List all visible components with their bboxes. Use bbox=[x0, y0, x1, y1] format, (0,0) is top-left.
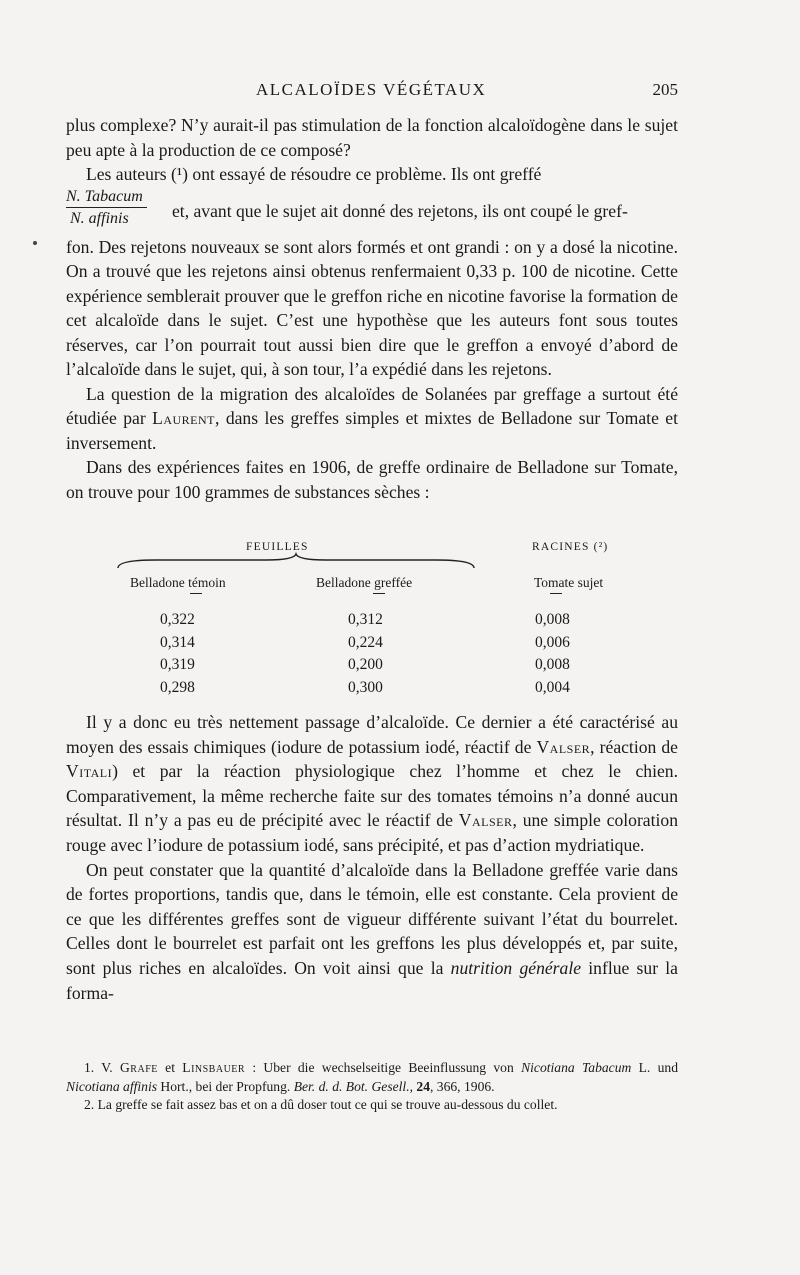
fraction-numerator: N. Tabacum bbox=[66, 187, 143, 205]
author-name: Laurent bbox=[152, 408, 216, 428]
text-span: La question de la migration des alcaloïdes de Solanées par greffage a surtout été étudiée par bbox=[66, 383, 678, 428]
text-span: , une simple coloration rouge avec l’iodure de potassium iodé, sans précipité, et pas d’action mydriatique. bbox=[66, 810, 678, 855]
table-cell: 0,008 bbox=[535, 611, 570, 628]
text-span: : Uber die wechselseitige Beeinflussung von bbox=[245, 1060, 522, 1075]
column-header-belladone-temoin: Belladone témoin bbox=[130, 575, 226, 590]
group-header-feuilles: FEUILLES bbox=[246, 541, 309, 553]
running-head bbox=[66, 80, 678, 104]
text-span: ) et par la réaction physiologique chez l’homme et chez le chien. Comparativement, la même recherche faite sur des tomates témoins n’a donné aucun résultat. Il n’y a pas eu de précipité avec le réactif de bbox=[66, 761, 678, 831]
author-name: Valser bbox=[536, 736, 591, 757]
paragraph-2-start: Les auteurs (¹) ont essayé de résoudre ce problème. Ils ont greffé bbox=[86, 164, 542, 184]
text-span: , bbox=[409, 1078, 417, 1094]
table-cell: 0,300 bbox=[348, 678, 383, 696]
page-number: 205 bbox=[652, 80, 678, 99]
column-values-belladone-greffee bbox=[348, 609, 383, 699]
footnotes bbox=[66, 1059, 678, 1115]
paragraph-4: Dans des expériences faites en 1906, de greffe ordinaire de Belladone sur Tomate, on trouve pour 100 grammes de substances sèches : bbox=[66, 457, 678, 502]
table-cell: 0,322 bbox=[160, 611, 195, 628]
column-dash bbox=[190, 593, 202, 594]
volume-number: 24 bbox=[416, 1078, 430, 1094]
text-span: influe sur la forma- bbox=[66, 957, 678, 1003]
body-text-bottom bbox=[66, 710, 678, 1005]
paragraph-2-rest: fon. Des rejetons nouveaux se sont alors formés et ont grandi : on y a dosé la nicotine. On a trouvé que les rejetons ainsi obtenus renfermaient 0,33 p. 100 de nicotine. Cette expérience semblerait prouver que le greffon riche en nicotine favorise la formation de cet alcaloïde dans le sujet. C’est une hypothèse que les auteurs font sous toutes réserves, car l’on pourrait tout aussi bien dire que le greffon a envoyé d’abord de l’alcaloïde dans le sujet, qui, à son tour, l’a expédié dans les rejetons. bbox=[66, 236, 678, 379]
column-dash bbox=[550, 593, 562, 594]
text-span: Il y a donc eu très nettement passage d’alcaloïde. Ce dernier a été caractérisé au moyen des essais chimiques (iodure de potassium iodé, réactif de bbox=[66, 712, 678, 757]
author-name: Vitali bbox=[66, 761, 113, 782]
group-header-racines: RACINES (²) bbox=[532, 541, 609, 553]
column-dash bbox=[373, 593, 385, 594]
column-values-belladone-temoin bbox=[160, 609, 195, 699]
table-cell: 0,314 bbox=[160, 633, 195, 651]
text-span: , dans les greffes simples et mixtes de Belladone sur Tomate et inversement. bbox=[66, 408, 678, 453]
running-title: ALCALOÏDES VÉGÉTAUX bbox=[256, 80, 487, 99]
text-span: L. und bbox=[631, 1060, 679, 1075]
table-cell: 0,006 bbox=[535, 633, 570, 651]
footnote-2: 2. La greffe se fait assez bas et on a dû doser tout ce qui se trouve au-dessous du collet. bbox=[84, 1097, 558, 1112]
paragraph-1: plus complexe? N’y aurait-il pas stimulation de la fonction alcaloïdogène dans le sujet peu apte à la production de ce composé? bbox=[66, 115, 678, 160]
text-span: On peut constater que la quantité d’alcaloïde dans la Belladone greffée varie dans de fortes proportions, tandis que, dans le témoin, elle est constante. Cela provient de ce que les différentes greffes sont de vigueur différente suivant l’état du bourrelet. Celles dont le bourrelet est parfait ont les greffons les plus développés et, par suite, sont plus riches en alcaloïdes. On voit ainsi que la bbox=[66, 859, 678, 978]
paragraph-3 bbox=[66, 382, 678, 456]
emphasis-text: nutrition générale bbox=[450, 957, 582, 978]
table-cell: 0,200 bbox=[348, 656, 383, 673]
species-name: Nicotiana affinis bbox=[66, 1078, 158, 1094]
margin-mark bbox=[33, 241, 37, 245]
text-span: , réaction de bbox=[590, 736, 678, 757]
column-values-tomate-sujet bbox=[535, 609, 570, 699]
results-table bbox=[66, 541, 678, 696]
species-name: Nicotiana Tabacum bbox=[521, 1060, 632, 1075]
table-cell: 0,008 bbox=[535, 656, 570, 673]
journal-name: Ber. d. d. Bot. Gesell. bbox=[293, 1078, 410, 1094]
table-cell: 0,224 bbox=[348, 633, 383, 651]
paragraph-5 bbox=[66, 710, 678, 858]
graft-fraction bbox=[66, 187, 147, 229]
feuilles-brace bbox=[116, 552, 476, 570]
column-header-belladone-greffee: Belladone greffée bbox=[316, 575, 413, 590]
text-span: , 366, 1906. bbox=[429, 1078, 495, 1094]
column-header-tomate-sujet: Tomate sujet bbox=[534, 575, 604, 590]
table-cell: 0,298 bbox=[160, 678, 195, 696]
text-span: et bbox=[157, 1060, 183, 1075]
table-cell: 0,312 bbox=[348, 611, 383, 628]
footnote-1 bbox=[66, 1059, 678, 1096]
author-name: Valser bbox=[458, 810, 513, 831]
fraction-denominator: N. affinis bbox=[66, 207, 147, 229]
fraction-line-text: et, avant que le sujet ait donné des rejetons, ils ont coupé le gref- bbox=[172, 200, 628, 221]
paragraph-6 bbox=[66, 858, 678, 1006]
text-span: Hort., bei der Propfung. bbox=[157, 1078, 294, 1094]
body-text-top bbox=[66, 113, 678, 504]
table-cell: 0,004 bbox=[535, 678, 570, 696]
fraction-line bbox=[66, 187, 678, 235]
table-cell: 0,319 bbox=[160, 656, 195, 673]
author-name: Linsbauer bbox=[182, 1060, 246, 1075]
author-name: Grafe bbox=[119, 1060, 158, 1075]
text-span: 1. V. bbox=[84, 1060, 120, 1075]
